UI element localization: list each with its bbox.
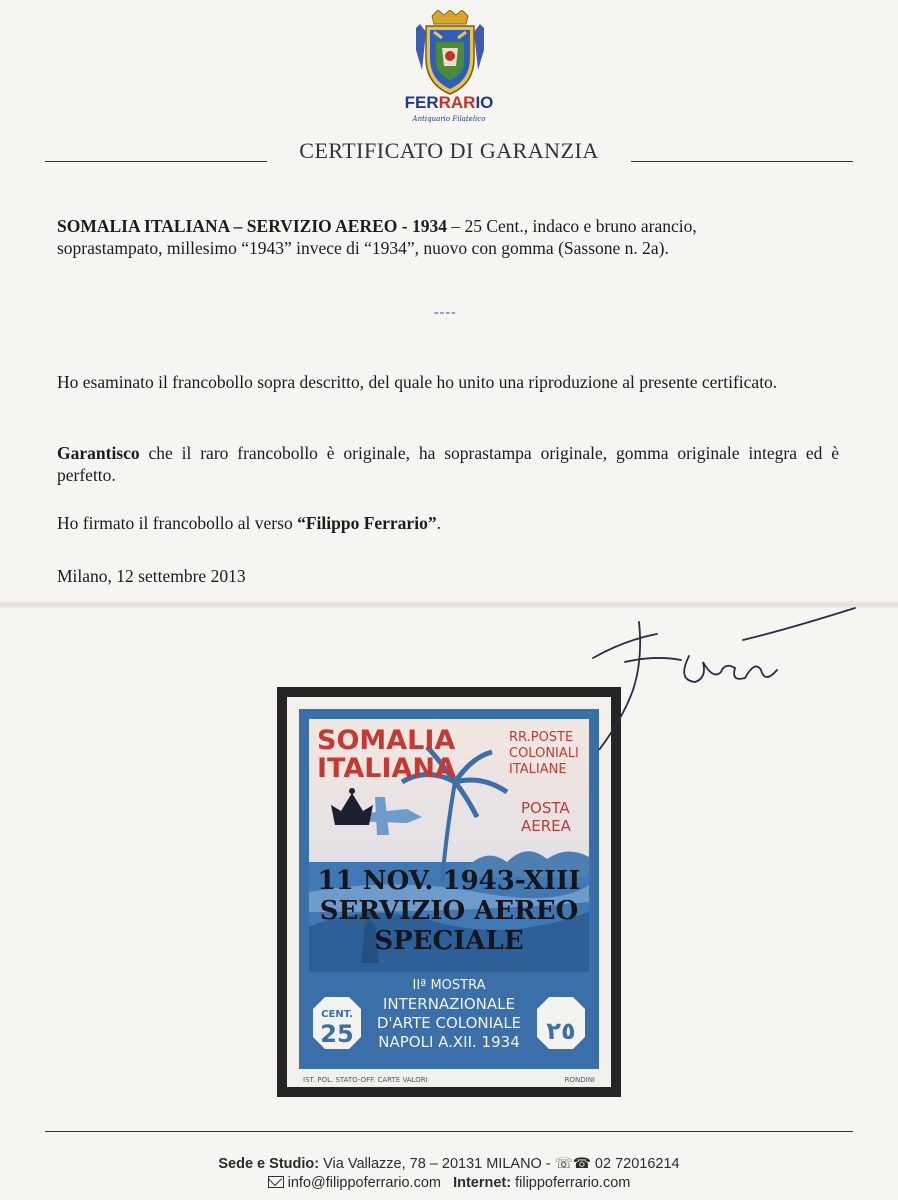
stamp-printer-left: IST. POL. STATO-OFF. CARTE VALORI [303,1076,428,1084]
stamp-posta-2: AEREA [521,817,571,835]
overprint-line-1: 11 NOV. 1943-XIII [317,866,581,896]
heading-rule-right [631,161,853,162]
footer-contacts [0,1175,898,1191]
crest-icon [412,10,488,96]
certificate-title: CERTIFICATO DI GARANZIA [299,138,599,163]
paragraph-examined: Ho esaminato il francobollo sopra descritto, del quale ho unito una riproduzione al presente certificato. [57,372,778,392]
stamp-poste-2: COLONIALI [509,746,579,761]
handwritten-signature [585,600,865,750]
stamp-mostra-1: IIª MOSTRA [412,978,486,993]
description-title: SOMALIA ITALIANA – SERVIZIO AEREO - 1934 [57,216,447,236]
stamp-value-arabic: ٢٥ [546,1017,576,1045]
footer-internet-label: Internet: [453,1175,512,1191]
stamp-poste-3: ITALIANE [509,762,567,777]
brand-tagline: Antiquario Filatelico [412,115,486,123]
stamp-country-1: SOMALIA [317,725,456,756]
stamp-printer-right: RONDINI [564,1076,595,1084]
stamp-artwork [277,687,621,1097]
footer-address-label: Sede e Studio: [218,1156,320,1172]
signed-suffix: . [436,513,441,533]
footer-email[interactable]: info@filippoferrario.com [287,1175,441,1191]
footer-address-text: Via Vallazze, 78 – 20131 MILANO - ☏☎ 02 72016214 [319,1156,680,1172]
paragraph-signed [57,512,839,534]
stamp-mostra-3: D'ARTE COLONIALE [376,1014,522,1032]
description-line1: – 25 Cent., indaco e bruno arancio, [446,216,697,236]
stamp-country-2: ITALIANA [317,753,456,784]
stamp-cent-label: CENT. [321,1009,353,1020]
overprint-line-2: SERVIZIO AEREO [319,896,579,926]
guarantee-bold: Garantisco [57,443,140,463]
signed-prefix: Ho firmato il francobollo al verso [57,513,298,533]
footer-website[interactable]: filippoferrario.com [511,1175,631,1191]
stamp-posta-1: POSTA [521,799,570,817]
stamp-description [57,215,839,259]
paragraph-guarantee [57,442,839,486]
place-date: Milano, 12 settembre 2013 [57,566,246,586]
stamp-mostra-2: INTERNAZIONALE [382,995,516,1013]
stamp-value: 25 [320,1020,354,1048]
description-line2: soprastampato, millesimo “1943” invece di “1934”, nuovo con gomma (Sassone n. 2a). [57,238,669,258]
separator: ---- [434,305,457,320]
signed-name: “Filippo Ferrario” [297,513,437,533]
overprint-line-3: SPECIALE [374,926,524,956]
stamp-image [277,687,621,1097]
brand-name: FERRARIO [404,93,494,112]
guarantee-text: che il raro francobollo è originale, ha soprastampa originale, gomma originale integra ed è perfetto. [57,443,839,485]
heading-rule-left [45,161,267,162]
footer-rule [45,1131,853,1132]
ferrario-logo [404,10,494,128]
footer-address [0,1156,898,1172]
envelope-icon [268,1176,284,1188]
stamp-mostra-4: NAPOLI A.XII. 1934 [378,1033,520,1051]
stamp-poste-1: RR.POSTE [509,730,574,745]
